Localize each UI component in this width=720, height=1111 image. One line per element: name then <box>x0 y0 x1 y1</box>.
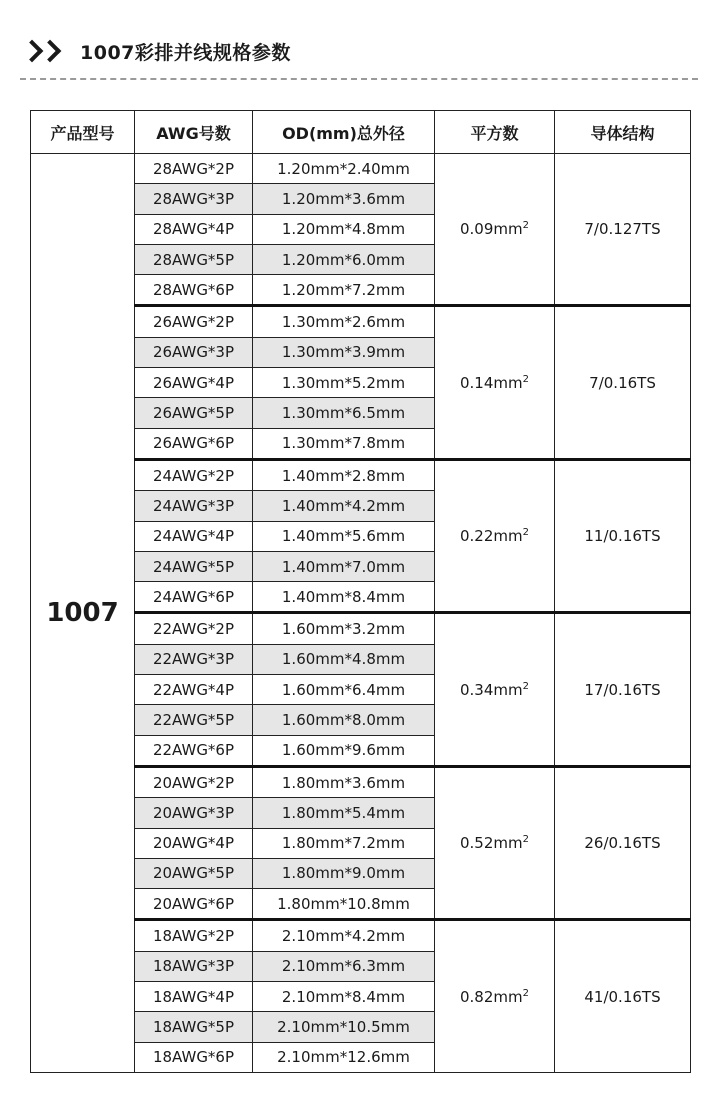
od-cell: 2.10mm*12.6mm <box>253 1042 435 1072</box>
od-cell: 1.40mm*7.0mm <box>253 551 435 581</box>
area-cell <box>435 306 555 459</box>
od-cell: 1.30mm*6.5mm <box>253 398 435 428</box>
awg-cell: 20AWG*3P <box>135 798 253 828</box>
od-cell: 1.20mm*3.6mm <box>253 184 435 214</box>
od-cell: 1.60mm*4.8mm <box>253 644 435 674</box>
awg-cell: 28AWG*2P <box>135 154 253 184</box>
od-cell: 1.30mm*7.8mm <box>253 428 435 459</box>
awg-cell: 28AWG*4P <box>135 214 253 244</box>
area-value: 0.14mm <box>460 373 523 392</box>
awg-cell: 24AWG*6P <box>135 582 253 613</box>
od-cell: 1.60mm*3.2mm <box>253 613 435 644</box>
awg-cell: 22AWG*3P <box>135 644 253 674</box>
conductor-cell: 41/0.16TS <box>555 920 691 1072</box>
od-cell: 1.20mm*6.0mm <box>253 244 435 274</box>
awg-cell: 24AWG*4P <box>135 521 253 551</box>
awg-cell: 18AWG*5P <box>135 1012 253 1042</box>
awg-cell: 20AWG*6P <box>135 889 253 920</box>
column-header-awg: AWG号数 <box>135 111 253 154</box>
area-value: 0.22mm <box>460 527 523 546</box>
area-value: 0.09mm <box>460 220 523 239</box>
awg-cell: 18AWG*3P <box>135 951 253 981</box>
awg-cell: 18AWG*4P <box>135 982 253 1012</box>
awg-cell: 22AWG*5P <box>135 705 253 735</box>
awg-cell: 24AWG*3P <box>135 491 253 521</box>
od-cell: 1.20mm*2.40mm <box>253 154 435 184</box>
area-value: 0.34mm <box>460 680 523 699</box>
area-exponent: 2 <box>522 834 529 846</box>
od-cell: 1.80mm*9.0mm <box>253 858 435 888</box>
column-header-conductor: 导体结构 <box>555 111 691 154</box>
od-cell: 2.10mm*10.5mm <box>253 1012 435 1042</box>
table-row <box>31 154 691 184</box>
conductor-cell: 7/0.16TS <box>555 306 691 459</box>
awg-cell: 26AWG*5P <box>135 398 253 428</box>
area-cell <box>435 766 555 919</box>
spec-table <box>30 110 691 1073</box>
awg-cell: 26AWG*3P <box>135 337 253 367</box>
od-cell: 1.80mm*3.6mm <box>253 766 435 797</box>
awg-cell: 28AWG*6P <box>135 275 253 306</box>
od-cell: 1.20mm*7.2mm <box>253 275 435 306</box>
awg-cell: 18AWG*2P <box>135 920 253 951</box>
awg-cell: 24AWG*5P <box>135 551 253 581</box>
awg-cell: 22AWG*4P <box>135 675 253 705</box>
area-cell <box>435 459 555 612</box>
od-cell: 1.30mm*3.9mm <box>253 337 435 367</box>
od-cell: 2.10mm*4.2mm <box>253 920 435 951</box>
awg-cell: 24AWG*2P <box>135 459 253 490</box>
od-cell: 1.60mm*6.4mm <box>253 675 435 705</box>
spec-table-body <box>31 154 691 1073</box>
model-cell: 1007 <box>31 154 135 1073</box>
conductor-cell: 11/0.16TS <box>555 459 691 612</box>
table-header-row <box>31 111 691 154</box>
area-value: 0.82mm <box>460 987 523 1006</box>
od-cell: 1.30mm*2.6mm <box>253 306 435 337</box>
od-cell: 1.40mm*2.8mm <box>253 459 435 490</box>
column-header-od: OD(mm)总外径 <box>253 111 435 154</box>
area-cell <box>435 920 555 1072</box>
column-header-area: 平方数 <box>435 111 555 154</box>
od-cell: 1.40mm*4.2mm <box>253 491 435 521</box>
conductor-cell: 7/0.127TS <box>555 154 691 306</box>
conductor-cell: 26/0.16TS <box>555 766 691 919</box>
area-value: 0.52mm <box>460 834 523 853</box>
area-exponent: 2 <box>522 680 529 692</box>
od-cell: 2.10mm*6.3mm <box>253 951 435 981</box>
page-header <box>22 36 291 66</box>
od-cell: 1.60mm*9.6mm <box>253 735 435 766</box>
od-cell: 1.40mm*8.4mm <box>253 582 435 613</box>
awg-cell: 18AWG*6P <box>135 1042 253 1072</box>
dashed-divider <box>20 78 698 80</box>
page-title: 1007彩排并线规格参数 <box>80 41 291 64</box>
awg-cell: 20AWG*4P <box>135 828 253 858</box>
od-cell: 1.80mm*10.8mm <box>253 889 435 920</box>
awg-cell: 20AWG*5P <box>135 858 253 888</box>
area-cell <box>435 613 555 766</box>
area-exponent: 2 <box>522 987 529 999</box>
column-header-model: 产品型号 <box>31 111 135 154</box>
od-cell: 1.60mm*8.0mm <box>253 705 435 735</box>
awg-cell: 26AWG*6P <box>135 428 253 459</box>
awg-cell: 20AWG*2P <box>135 766 253 797</box>
awg-cell: 22AWG*6P <box>135 735 253 766</box>
area-exponent: 2 <box>522 220 529 232</box>
od-cell: 1.80mm*7.2mm <box>253 828 435 858</box>
od-cell: 1.40mm*5.6mm <box>253 521 435 551</box>
area-exponent: 2 <box>522 527 529 539</box>
area-cell <box>435 154 555 306</box>
area-exponent: 2 <box>522 373 529 385</box>
od-cell: 1.20mm*4.8mm <box>253 214 435 244</box>
od-cell: 1.30mm*5.2mm <box>253 368 435 398</box>
conductor-cell: 17/0.16TS <box>555 613 691 766</box>
double-chevron-right-icon <box>22 43 60 59</box>
od-cell: 1.80mm*5.4mm <box>253 798 435 828</box>
awg-cell: 26AWG*2P <box>135 306 253 337</box>
od-cell: 2.10mm*8.4mm <box>253 982 435 1012</box>
awg-cell: 28AWG*5P <box>135 244 253 274</box>
awg-cell: 28AWG*3P <box>135 184 253 214</box>
awg-cell: 26AWG*4P <box>135 368 253 398</box>
awg-cell: 22AWG*2P <box>135 613 253 644</box>
